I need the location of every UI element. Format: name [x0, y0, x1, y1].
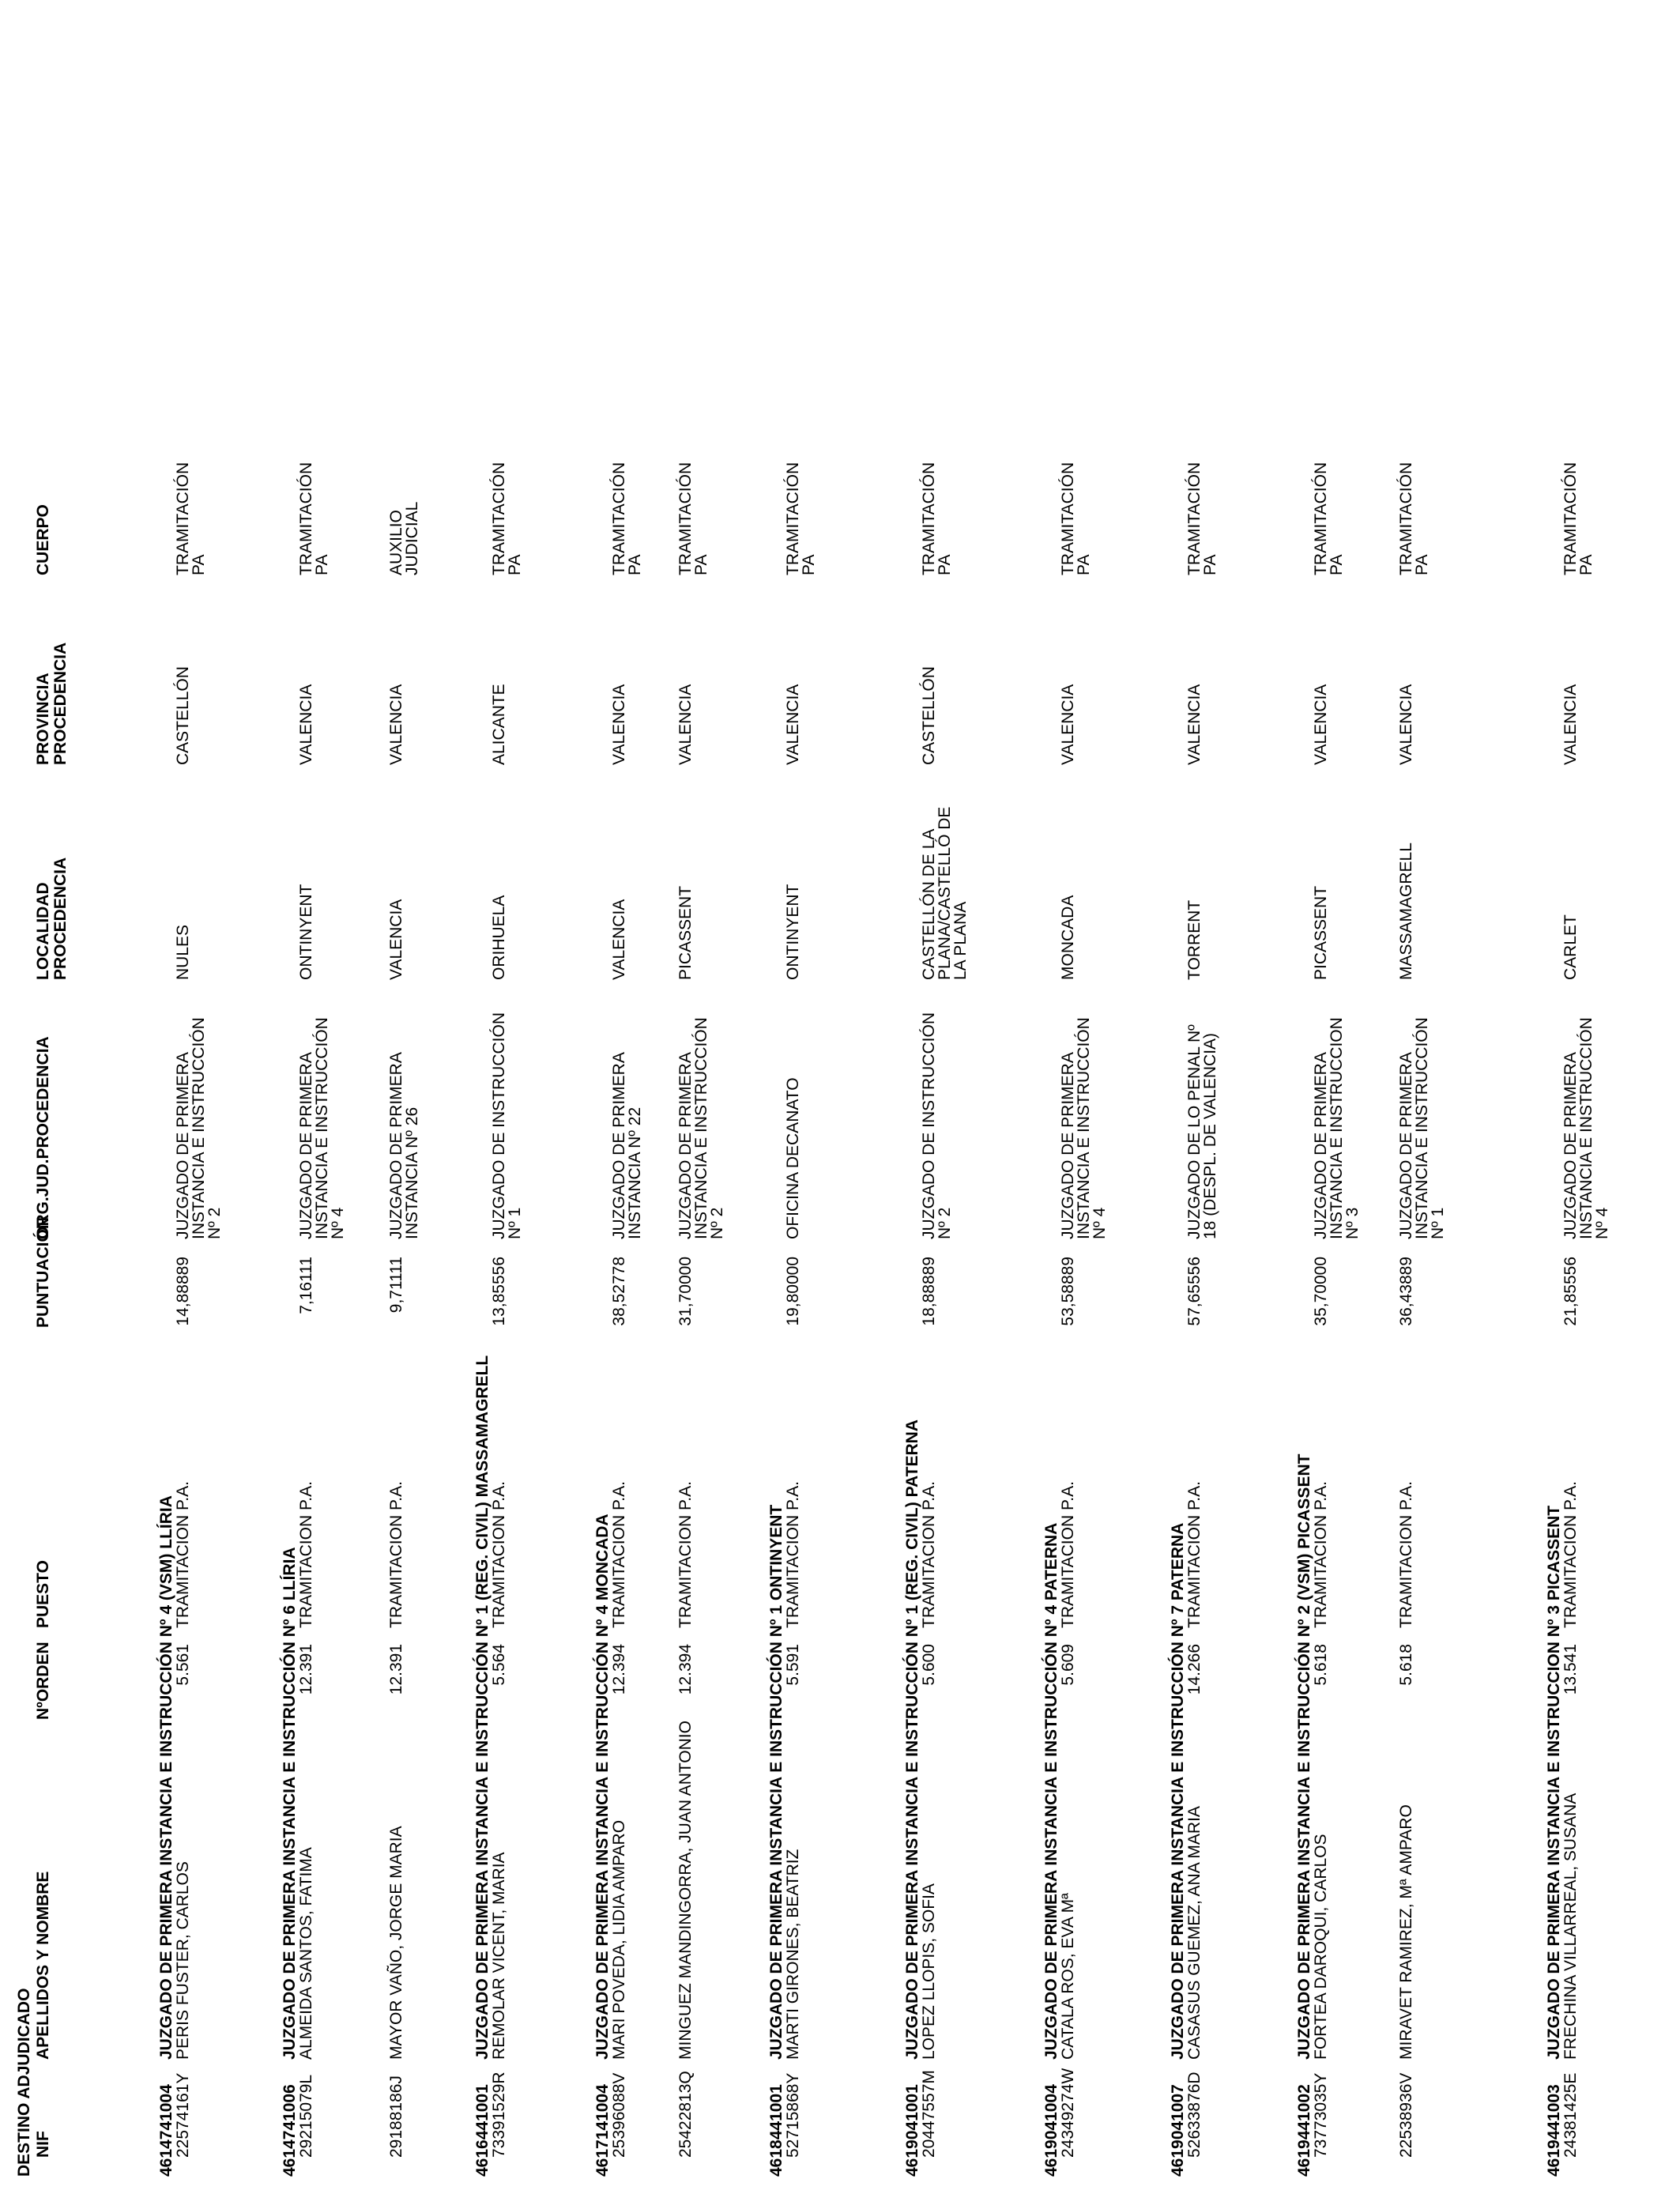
row-name: LOPEZ LLOPIS, SOFIA [920, 1883, 938, 2060]
group-court-name: JUZGADO DE PRIMERA INSTANCIA E INSTRUCCION Nº 3 PICASSENT [1545, 1505, 1563, 2060]
group-code: 4619041004 [1042, 2084, 1060, 2177]
row-name: CATALA ROS, EVA Mª [1059, 1893, 1077, 2060]
row-order-number: 5.600 [920, 1644, 938, 1686]
row-origin-province: VALENCIA [1561, 684, 1580, 765]
row-nif: 52715868Y [784, 2072, 802, 2158]
group-code: 4619441002 [1295, 2084, 1313, 2177]
row-origin-province: VALENCIA [784, 684, 802, 765]
row-body: TRAMITACIÓN PA [784, 462, 818, 575]
row-name: FORTEA DAROQUI, CARLOS [1312, 1834, 1330, 2060]
group-court-name: JUZGADO DE PRIMERA INSTANCIA E INSTRUCCIÓN Nº 1 (REG. CIVIL) PATERNA [903, 1419, 921, 2060]
row-post: TRAMITACION P.A. [297, 1481, 315, 1628]
row-order-number: 5.564 [490, 1644, 508, 1686]
row-score: 21,85556 [1561, 1257, 1580, 1326]
row-nif: 52633876D [1185, 2071, 1203, 2158]
row-body: TRAMITACIÓN PA [676, 462, 710, 575]
row-origin-locality: VALENCIA [387, 899, 405, 980]
row-order-number: 12.391 [387, 1644, 405, 1695]
row-body: TRAMITACIÓN PA [490, 462, 524, 575]
row-nif: 73391529R [490, 2071, 508, 2158]
group-court-name: JUZGADO DE PRIMERA INSTANCIA E INSTRUCCIÓN Nº 7 PATERNA [1169, 1522, 1187, 2060]
row-order-number: 5.591 [784, 1644, 802, 1686]
group-code: 4617141004 [593, 2084, 612, 2177]
row-nif: 24349274W [1059, 2068, 1077, 2158]
row-score: 35,70000 [1312, 1257, 1330, 1326]
destino-adjudicado-header: DESTINO ADJUDICADO [15, 1988, 33, 2177]
group-code: 4619441003 [1545, 2084, 1563, 2177]
body-column-header: CUERPO [34, 504, 52, 575]
row-origin-locality: PICASSENT [676, 885, 695, 980]
row-score: 14,88889 [174, 1257, 192, 1326]
row-nif: 20447557M [920, 2070, 938, 2158]
row-origin-locality: MONCADA [1059, 895, 1077, 980]
row-post: TRAMITACION P.A. [1312, 1481, 1330, 1628]
row-name: CASASUS GUEMEZ, ANA MARIA [1185, 1806, 1203, 2060]
row-name: ALMEIDA SANTOS, FATIMA [297, 1847, 315, 2060]
row-post: TRAMITACION P.A. [1561, 1481, 1580, 1628]
row-nif: 73773035Y [1312, 2072, 1330, 2158]
row-post: TRAMITACION P.A. [174, 1481, 192, 1628]
post-column-header: PUESTO [34, 1560, 52, 1628]
row-origin-court: JUZGADO DE LO PENAL Nº 18 (DESPL. DE VALENCIA) [1185, 1024, 1219, 1239]
group-code: 4614741006 [281, 2084, 299, 2177]
group-code: 4616441001 [473, 2084, 492, 2177]
row-body: TRAMITACIÓN PA [1185, 462, 1219, 575]
group-code: 4619041007 [1169, 2084, 1187, 2177]
row-origin-court: JUZGADO DE PRIMERA INSTANCIA E INSTRUCCIÓN Nº 4 [1561, 1017, 1611, 1239]
row-origin-locality: TORRENT [1185, 899, 1203, 980]
row-origin-province: ALICANTE [490, 684, 508, 765]
row-origin-locality: CASTELLÓN DE LA PLANA/CASTELLÓ DE LA PLANA [920, 806, 970, 980]
row-nif: 24381425E [1561, 2072, 1580, 2158]
row-origin-court: OFICINA DECANATO [784, 1077, 802, 1239]
row-body: TRAMITACIÓN PA [1059, 462, 1093, 575]
row-origin-court: JUZGADO DE INSTRUCCIÓN Nº 1 [490, 1012, 524, 1239]
row-post: TRAMITACION P.A. [676, 1481, 695, 1628]
row-post: TRAMITACION P.A. [784, 1481, 802, 1628]
row-origin-locality: CARLET [1561, 914, 1580, 980]
row-name: REMOLAR VICENT, MARIA [490, 1852, 508, 2060]
row-name: PERIS FUSTER, CARLOS [174, 1861, 192, 2060]
row-origin-court: JUZGADO DE PRIMERA INSTANCIA Nº 22 [610, 1053, 644, 1239]
row-score: 36,43889 [1397, 1257, 1415, 1326]
org-column-header: ORG.JUD.PROCEDENCIA [34, 1036, 52, 1239]
row-body: TRAMITACIÓN PA [1312, 462, 1346, 575]
row-order-number: 14.266 [1185, 1644, 1203, 1695]
row-name: MAYOR VAÑO, JORGE MARIA [387, 1826, 405, 2060]
row-nif: 25422813Q [676, 2071, 695, 2158]
row-body: TRAMITACIÓN PA [920, 462, 954, 575]
nif-column-header: NIF [34, 2131, 52, 2158]
row-origin-locality: VALENCIA [610, 899, 628, 980]
name-column-header: APELLIDOS Y NOMBRE [34, 1871, 52, 2060]
row-post: TRAMITACION P.A. [1185, 1481, 1203, 1628]
row-score: 7,16111 [297, 1257, 315, 1314]
group-court-name: JUZGADO DE PRIMERA INSTANCIA E INSTRUCCIÓN Nº 6 LLÍRIA [281, 1547, 299, 2060]
row-body: TRAMITACIÓN PA [610, 462, 644, 575]
order-column-header: NºORDEN [34, 1642, 52, 1720]
row-origin-locality: ONTINYENT [297, 884, 315, 980]
locality-column-header: LOCALIDAD PROCEDENCIA [34, 857, 70, 980]
row-origin-province: VALENCIA [1397, 684, 1415, 765]
row-order-number: 5.561 [174, 1644, 192, 1686]
group-court-name: JUZGADO DE PRIMERA INSTANCIA E INSTRUCCIÓN Nº 4 (VSM) LLÍRIA [157, 1495, 175, 2060]
row-origin-locality: NULES [174, 924, 192, 980]
row-score: 18,88889 [920, 1257, 938, 1326]
row-post: TRAMITACION P.A. [610, 1481, 628, 1628]
row-body: TRAMITACIÓN PA [297, 462, 331, 575]
row-origin-locality: PICASSENT [1312, 885, 1330, 980]
row-origin-court: JUZGADO DE PRIMERA INSTANCIA E INSTRUCCIÓN Nº 4 [297, 1017, 347, 1239]
row-name: MARI POVEDA, LIDIA AMPARO [610, 1819, 628, 2060]
group-court-name: JUZGADO DE PRIMERA INSTANCIA E INSTRUCCIÓN Nº 1 ONTINYENT [767, 1504, 785, 2060]
row-origin-court: JUZGADO DE PRIMERA INSTANCIA E INSTRUCCIÓN Nº 1 [1397, 1017, 1447, 1239]
row-origin-province: VALENCIA [297, 684, 315, 765]
row-origin-province: VALENCIA [610, 684, 628, 765]
row-post: TRAMITACION P.A. [1059, 1481, 1077, 1628]
row-score: 53,58889 [1059, 1257, 1077, 1326]
row-name: MIRAVET RAMIREZ, Mª AMPARO [1397, 1804, 1415, 2060]
row-origin-court: JUZGADO DE PRIMERA INSTANCIA Nº 26 [387, 1053, 421, 1239]
group-court-name: JUZGADO DE PRIMERA INSTANCIA E INSTRUCCIÓN Nº 2 (VSM) PICASSENT [1295, 1453, 1313, 2060]
row-order-number: 5.609 [1059, 1644, 1077, 1686]
row-nif: 22538936V [1397, 2072, 1415, 2158]
row-nif: 22574161Y [174, 2072, 192, 2158]
group-court-name: JUZGADO DE PRIMERA INSTANCIA E INSTRUCCIÓN Nº 4 PATERNA [1042, 1522, 1060, 2060]
group-court-name: JUZGADO DE PRIMERA INSTANCIA E INSTRUCCIÓN Nº 4 MONCADA [593, 1514, 612, 2060]
row-score: 31,70000 [676, 1257, 695, 1326]
row-score: 9,71111 [387, 1257, 405, 1314]
row-order-number: 13.541 [1561, 1644, 1580, 1695]
group-code: 4619041001 [903, 2084, 921, 2177]
row-origin-province: VALENCIA [387, 684, 405, 765]
row-body: TRAMITACIÓN PA [174, 462, 208, 575]
row-score: 38,52778 [610, 1257, 628, 1326]
row-origin-province: VALENCIA [1312, 684, 1330, 765]
row-origin-province: VALENCIA [1185, 684, 1203, 765]
row-origin-province: VALENCIA [676, 684, 695, 765]
row-name: MARTI GIRONES, BEATRIZ [784, 1849, 802, 2060]
group-code: 4614741004 [157, 2084, 175, 2177]
row-body: TRAMITACIÓN PA [1561, 462, 1595, 575]
row-post: TRAMITACION P.A. [920, 1481, 938, 1628]
row-name: FRECHINA VILLARREAL, SUSANA [1561, 1793, 1580, 2060]
row-post: TRAMITACION P.A. [387, 1481, 405, 1628]
row-nif: 29215079L [297, 2074, 315, 2158]
row-origin-province: VALENCIA [1059, 684, 1077, 765]
row-post: TRAMITACION P.A. [490, 1481, 508, 1628]
row-order-number: 12.391 [297, 1644, 315, 1695]
row-body: AUXILIO JUDICIAL [387, 501, 421, 575]
score-column-header: PUNTUACIÓN [34, 1217, 52, 1328]
row-origin-province: CASTELLÓN [174, 666, 192, 765]
row-origin-locality: MASSAMAGRELL [1397, 843, 1415, 980]
row-origin-court: JUZGADO DE PRIMERA INSTANCIA E INSTRUCCIÓN Nº 2 [676, 1017, 726, 1239]
row-post: TRAMITACION P.A. [1397, 1481, 1415, 1628]
province-column-header: PROVINCIA PROCEDENCIA [34, 642, 70, 765]
row-order-number: 12.394 [610, 1644, 628, 1695]
row-origin-locality: ONTINYENT [784, 884, 802, 980]
row-order-number: 5.618 [1312, 1644, 1330, 1686]
row-score: 19,80000 [784, 1257, 802, 1326]
row-body: TRAMITACIÓN PA [1397, 462, 1431, 575]
row-origin-court: JUZGADO DE PRIMERA INSTANCIA E INSTRUCCIÓN Nº 4 [1059, 1017, 1109, 1239]
row-nif: 29188186J [387, 2075, 405, 2158]
row-origin-province: CASTELLÓN [920, 666, 938, 765]
row-name: MINGUEZ MANDINGORRA, JUAN ANTONIO [676, 1721, 695, 2060]
row-score: 57,65556 [1185, 1257, 1203, 1326]
row-origin-court: JUZGADO DE PRIMERA INSTANCIA E INSTRUCCION Nº 3 [1312, 1017, 1362, 1239]
row-origin-court: JUZGADO DE INSTRUCCIÓN Nº 2 [920, 1012, 954, 1239]
row-origin-locality: ORIHUELA [490, 895, 508, 980]
group-code: 4618441001 [767, 2084, 785, 2177]
row-nif: 25396088V [610, 2072, 628, 2158]
row-order-number: 5.618 [1397, 1644, 1415, 1686]
row-score: 13,85556 [490, 1257, 508, 1326]
row-order-number: 12.394 [676, 1644, 695, 1695]
row-origin-court: JUZGADO DE PRIMERA INSTANCIA E INSTRUCCIÓN Nº 2 [174, 1017, 224, 1239]
group-court-name: JUZGADO DE PRIMERA INSTANCIA E INSTRUCCIÓN Nº 1 (REG. CIVIL) MASSAMAGRELL [473, 1355, 492, 2060]
